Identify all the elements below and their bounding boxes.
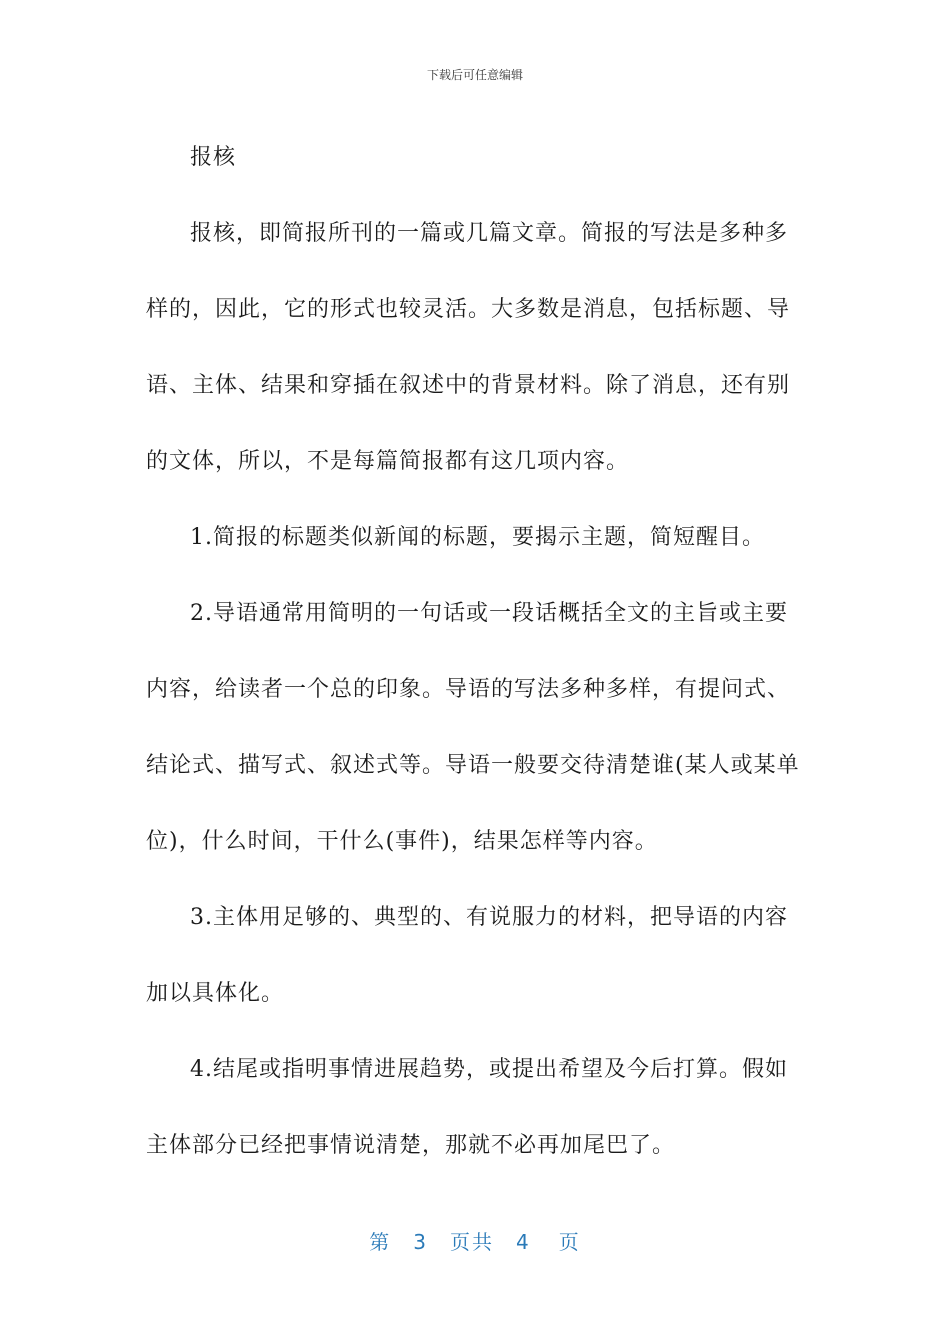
footer-prefix: 第 <box>369 1230 392 1254</box>
paragraph-item-2: 2.导语通常用简明的一句话或一段话概括全文的主旨或主要内容，给读者一个总的印象。导语的写法多种多样，有提问式、结论式、描写式、叙述式等。导语一般要交待清楚谁(某人或某单位)，什么时间，干什么(事件)，结果怎样等内容。 <box>146 601 800 854</box>
paragraph-item-3: 3.主体用足够的、典型的、有说服力的材料，把导语的内容加以具体化。 <box>146 905 788 1006</box>
section-title: 报核 <box>190 145 237 170</box>
paragraph-item-1: 1.简报的标题类似新闻的标题，要揭示主题，简短醒目。 <box>190 525 765 550</box>
paragraph-item-4: 4.结尾或指明事情进展趋势，或提出希望及今后打算。假如主体部分已经把事情说清楚，那就不必再加尾巴了。 <box>146 1057 788 1158</box>
document-body <box>146 120 802 1184</box>
footer-middle: 页共 <box>450 1230 494 1254</box>
footer-total-pages: 4 <box>516 1230 531 1254</box>
page-header: 下载后可任意编辑 <box>426 68 523 82</box>
footer-suffix: 页 <box>558 1230 581 1254</box>
paragraph-intro: 报核，即简报所刊的一篇或几篇文章。简报的写法是多种多样的，因此，它的形式也较灵活。大多数是消息，包括标题、导语、主体、结果和穿插在叙述中的背景材料。除了消息，还有别的文体，所以，不是每篇简报都有这几项内容。 <box>146 221 791 474</box>
page-footer <box>0 1226 950 1255</box>
footer-current-page: 3 <box>413 1230 428 1254</box>
